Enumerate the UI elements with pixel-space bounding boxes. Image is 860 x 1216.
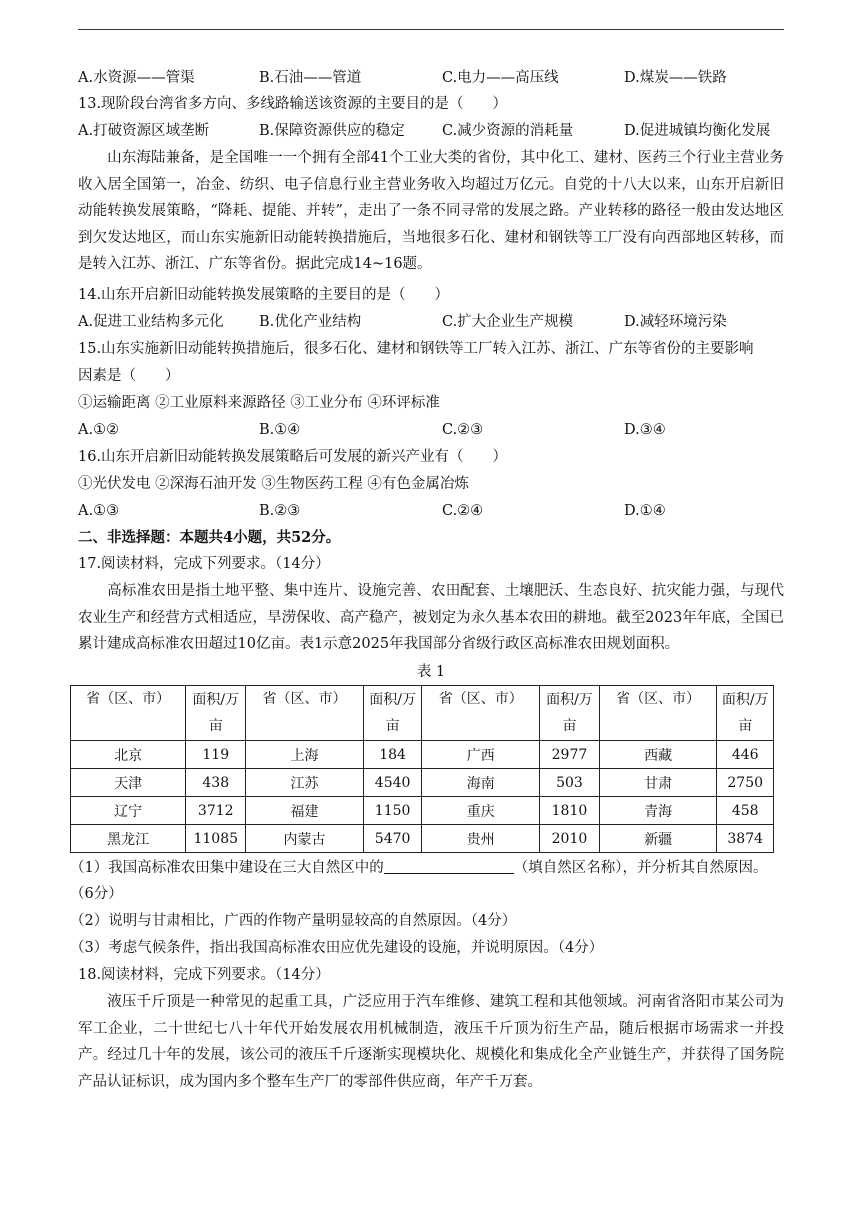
- q12-option-d[interactable]: D.煤炭——铁路: [624, 70, 727, 86]
- table-header: 面积/万亩: [717, 686, 774, 741]
- table-header: 面积/万亩: [186, 686, 246, 741]
- table-cell: 新疆: [599, 825, 717, 853]
- table-header: 省（区、市）: [422, 686, 540, 741]
- q17-sub1-after: （填自然区名称），并分析其自然原因。: [513, 860, 768, 876]
- table-cell: 上海: [246, 741, 364, 769]
- q15-option-c[interactable]: C.②③: [442, 422, 484, 438]
- table-cell: 184: [363, 741, 422, 769]
- section2-heading: 二、非选择题：本题共4小题，共52分。: [78, 529, 341, 546]
- q14-option-d[interactable]: D.减轻环境污染: [624, 314, 727, 330]
- table-cell: 西藏: [599, 741, 717, 769]
- q15-option-b[interactable]: B.①④: [259, 422, 301, 438]
- farmland-area-table: [70, 685, 774, 853]
- q17-sub3: （3）考虑气候条件，指出我国高标准农田应优先建设的设施，并说明原因。（4分）: [70, 940, 604, 956]
- table-cell: 贵州: [422, 825, 540, 853]
- table-header: 省（区、市）: [246, 686, 364, 741]
- header-rule: [78, 29, 784, 30]
- q15-option-a[interactable]: A.①②: [78, 422, 120, 438]
- answer-blank[interactable]: [384, 858, 514, 874]
- table-cell: 458: [717, 797, 774, 825]
- q16-option-d[interactable]: D.①④: [624, 503, 666, 519]
- table-cell: 广西: [422, 741, 540, 769]
- table-cell: 5470: [363, 825, 422, 853]
- q13-option-b[interactable]: B.保障资源供应的稳定: [259, 123, 405, 139]
- q16-stem: 16.山东开启新旧动能转换发展策略后可发展的新兴产业有（ ）: [78, 449, 508, 465]
- q16-option-b[interactable]: B.②③: [259, 503, 301, 519]
- q15-options: [78, 420, 784, 440]
- q15-stem-line1: 15.山东实施新旧动能转换措施后，很多石化、建材和钢铁等工厂转入江苏、浙江、广东等省份的主要影响: [78, 341, 754, 357]
- table-cell: 天津: [71, 769, 186, 797]
- table-cell: 1150: [363, 797, 422, 825]
- table-cell: 海南: [422, 769, 540, 797]
- table-cell: 2750: [717, 769, 774, 797]
- q15-option-d[interactable]: D.③④: [624, 422, 666, 438]
- table-row: [71, 825, 774, 853]
- table-cell: 438: [186, 769, 246, 797]
- q14-options: [78, 312, 784, 332]
- q17-sub1-before: （1）我国高标准农田集中建设在三大自然区中的: [70, 860, 384, 876]
- q13-option-c[interactable]: C.减少资源的消耗量: [442, 123, 574, 139]
- q13-options: [78, 121, 784, 141]
- table-cell: 青海: [599, 797, 717, 825]
- q12-option-b[interactable]: B.石油——管道: [259, 70, 362, 86]
- q17-stem: 17.阅读材料，完成下列要求。（14分）: [78, 556, 330, 572]
- table-cell: 内蒙古: [246, 825, 364, 853]
- table-header-row: [71, 686, 774, 741]
- table-header: 省（区、市）: [71, 686, 186, 741]
- q12-option-a[interactable]: A.水资源——管渠: [78, 70, 195, 86]
- q17-sub1: [70, 858, 767, 878]
- q16-option-a[interactable]: A.①③: [78, 503, 120, 519]
- table-caption: 表 1: [416, 664, 446, 680]
- q13-option-a[interactable]: A.打破资源区域垄断: [78, 123, 210, 139]
- q17-material-text: 高标准农田是指土地平整、集中连片、设施完善、农田配套、土壤肥沃、生态良好、抗灾能力强，与现代农业生产和经营方式相适应，旱涝保收、高产稳产，被划定为永久基本农田的耕地。截至2023年年底，全国已累计建成高标准农田超过10亿亩。表1示意2025年我国部分省级行政区高标准农田规划面积。: [78, 583, 784, 652]
- table-cell: 119: [186, 741, 246, 769]
- table-cell: 3712: [186, 797, 246, 825]
- q18-material: [78, 989, 784, 1095]
- q12-options: [78, 68, 784, 88]
- table-cell: 甘肃: [599, 769, 717, 797]
- q14-option-c[interactable]: C.扩大企业生产规模: [442, 314, 574, 330]
- table-cell: 福建: [246, 797, 364, 825]
- material-14-16-text: 山东海陆兼备，是全国唯一一个拥有全部41个工业大类的省份，其中化工、建材、医药三个行业主营业务收入居全国第一，冶金、纺织、电子信息行业主营业务收入均超过万亿元。自党的十八大以来，山东开启新旧动能转换发展策略，“降耗、提能、并转”，走出了一条不同寻常的发展之路。产业转移的路径一般由发达地区到欠发达地区，而山东实施新旧动能转换措施后，当地很多石化、建材和钢铁等工厂没有向西部地区转移，而是转入江苏、浙江、广东等省份。据此完成14~16题。: [78, 150, 784, 272]
- table-cell: 重庆: [422, 797, 540, 825]
- table-header: 面积/万亩: [363, 686, 422, 741]
- table-cell: 北京: [71, 741, 186, 769]
- table-cell: 3874: [717, 825, 774, 853]
- table-header: 面积/万亩: [540, 686, 600, 741]
- table-cell: 2977: [540, 741, 600, 769]
- q14-stem: 14.山东开启新旧动能转换发展策略的主要目的是（ ）: [78, 287, 450, 303]
- table-row: [71, 769, 774, 797]
- table-cell: 黑龙江: [71, 825, 186, 853]
- table-cell: 辽宁: [71, 797, 186, 825]
- table-cell: 503: [540, 769, 600, 797]
- table-cell: 446: [717, 741, 774, 769]
- q18-stem: 18.阅读材料，完成下列要求。（14分）: [78, 967, 330, 983]
- table-row: [71, 797, 774, 825]
- q16-options: [78, 501, 784, 521]
- q13-stem: 13.现阶段台湾省多方向、多线路输送该资源的主要目的是（ ）: [78, 96, 508, 112]
- table-cell: 1810: [540, 797, 600, 825]
- q12-option-c[interactable]: C.电力——高压线: [442, 70, 559, 86]
- table-cell: 11085: [186, 825, 246, 853]
- q14-option-a[interactable]: A.促进工业结构多元化: [78, 314, 224, 330]
- q16-option-c[interactable]: C.②④: [442, 503, 484, 519]
- material-14-16: [78, 145, 784, 278]
- table-cell: 4540: [363, 769, 422, 797]
- q18-material-text: 液压千斤顶是一种常见的起重工具，广泛应用于汽车维修、建筑工程和其他领域。河南省洛阳市某公司为军工企业，二十世纪七八十年代开始发展农用机械制造，液压千斤顶为衍生产品，随后根据市场需求一并投产。经过几十年的发展，该公司的液压千斤逐渐实现模块化、规模化和集成化全产业链生产，并获得了国务院产品认证标识，成为国内多个整车生产厂的零部件供应商，年产千万套。: [78, 994, 784, 1090]
- q13-option-d[interactable]: D.促进城镇均衡化发展: [624, 123, 771, 139]
- q14-option-b[interactable]: B.优化产业结构: [259, 314, 362, 330]
- table-row: [71, 741, 774, 769]
- table-cell: 2010: [540, 825, 600, 853]
- table-header: 省（区、市）: [599, 686, 717, 741]
- q17-material: [78, 578, 784, 658]
- q16-choices: ①光伏发电 ②深海石油开发 ③生物医药工程 ④有色金属冶炼: [78, 476, 469, 492]
- q17-sub1-score: （6分）: [70, 886, 123, 902]
- q15-choices: ①运输距离 ②工业原料来源路径 ③工业分布 ④环评标准: [78, 395, 440, 411]
- table-cell: 江苏: [246, 769, 364, 797]
- q17-sub2: （2）说明与甘肃相比，广西的作物产量明显较高的自然原因。（4分）: [70, 913, 517, 929]
- q15-stem-line2: 因素是（ ）: [78, 368, 180, 384]
